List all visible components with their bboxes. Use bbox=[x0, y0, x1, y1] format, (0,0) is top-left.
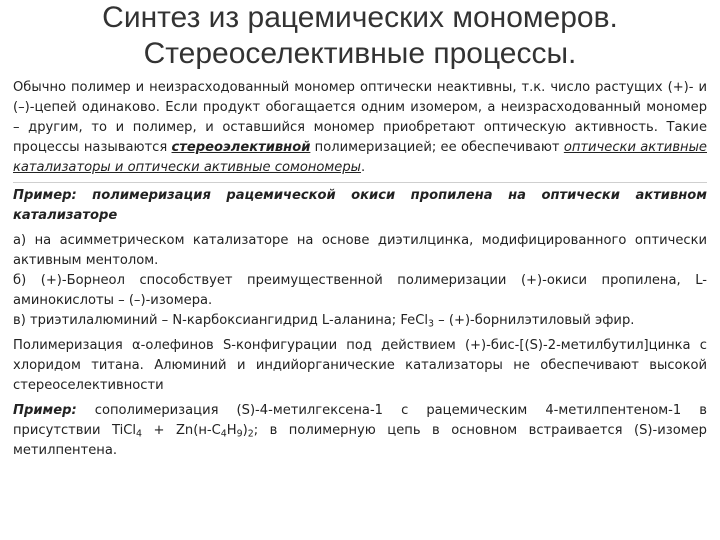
example2-t4: ) bbox=[242, 423, 248, 438]
example2-t1: сополимеризация (S)-4-метилгексена-1 с рацемическим 4-метилпентеном-1 в присутствии TiCl bbox=[13, 403, 707, 438]
catalysts-link: оптически активные катализаторы и оптически активные сомономеры bbox=[13, 140, 707, 175]
page-title bbox=[0, 0, 720, 72]
slide-body bbox=[13, 78, 707, 461]
example1-item-b: б) (+)-Борнеол способствует преимущественной полимеризации (+)-окиси пропилена, L-аминокислоты – (–)-изомера. bbox=[13, 273, 707, 308]
alpha-olefin-paragraph: Полимеризация α-олефинов S-конфигурации под действием (+)-бис-[(S)-2-метилбутил]цинка с хлоридом титана. Алюминий и индийорганические катализаторы не обеспечивают высокой стереоселективности bbox=[13, 338, 707, 393]
example2-s3: 9 bbox=[236, 428, 243, 440]
example2-t3: H bbox=[226, 423, 237, 438]
example2-paragraph bbox=[13, 401, 707, 461]
intro-text-2: полимеризацией; ее обеспечивают bbox=[310, 140, 564, 155]
divider bbox=[13, 182, 707, 183]
example2-s1: 4 bbox=[136, 428, 143, 440]
title-line-1: Синтез из рацемических мономеров. bbox=[102, 1, 618, 34]
intro-end: . bbox=[361, 160, 366, 175]
example2-s4: 2 bbox=[247, 428, 254, 440]
example2-t2: + Zn(н-C bbox=[142, 423, 221, 438]
example2-s2: 4 bbox=[220, 428, 227, 440]
item-c-text: в) триэтилалюминий – N-карбоксиангидрид L-аланина; FeCl bbox=[13, 313, 428, 328]
item-c-text-2: – (+)-борнилэтиловый эфир. bbox=[434, 313, 635, 328]
example2-t5: ; в полимерную цепь в основном встраивается (S)-изомер метилпентена. bbox=[13, 423, 707, 458]
stereoelective-term: стереоэлективной bbox=[171, 140, 311, 155]
title-line-2: Стереоселективные процессы. bbox=[143, 37, 577, 70]
example1-item-a: а) на асимметрическом катализаторе на основе диэтилцинка, модифицированного оптически активным ментолом. bbox=[13, 233, 707, 268]
item-c-sub: 3 bbox=[428, 318, 434, 330]
intro-text: Обычно полимер и неизрасходованный мономер оптически неактивны, т.к. число растущих (+)- и (–)-цепей одинаково. Если продукт обогащается одним изомером, а неизрасходованный мономер – другим, то и полимер, и оставшийся мономер приобретают оптическую активность. Такие процессы называются bbox=[13, 80, 707, 155]
example2-label: Пример: bbox=[13, 403, 77, 418]
intro-paragraph bbox=[13, 78, 707, 178]
example1-heading: Пример: полимеризация рацемической окиси пропилена на оптически активном катализаторе bbox=[13, 188, 707, 223]
example1-item-c bbox=[13, 311, 707, 331]
